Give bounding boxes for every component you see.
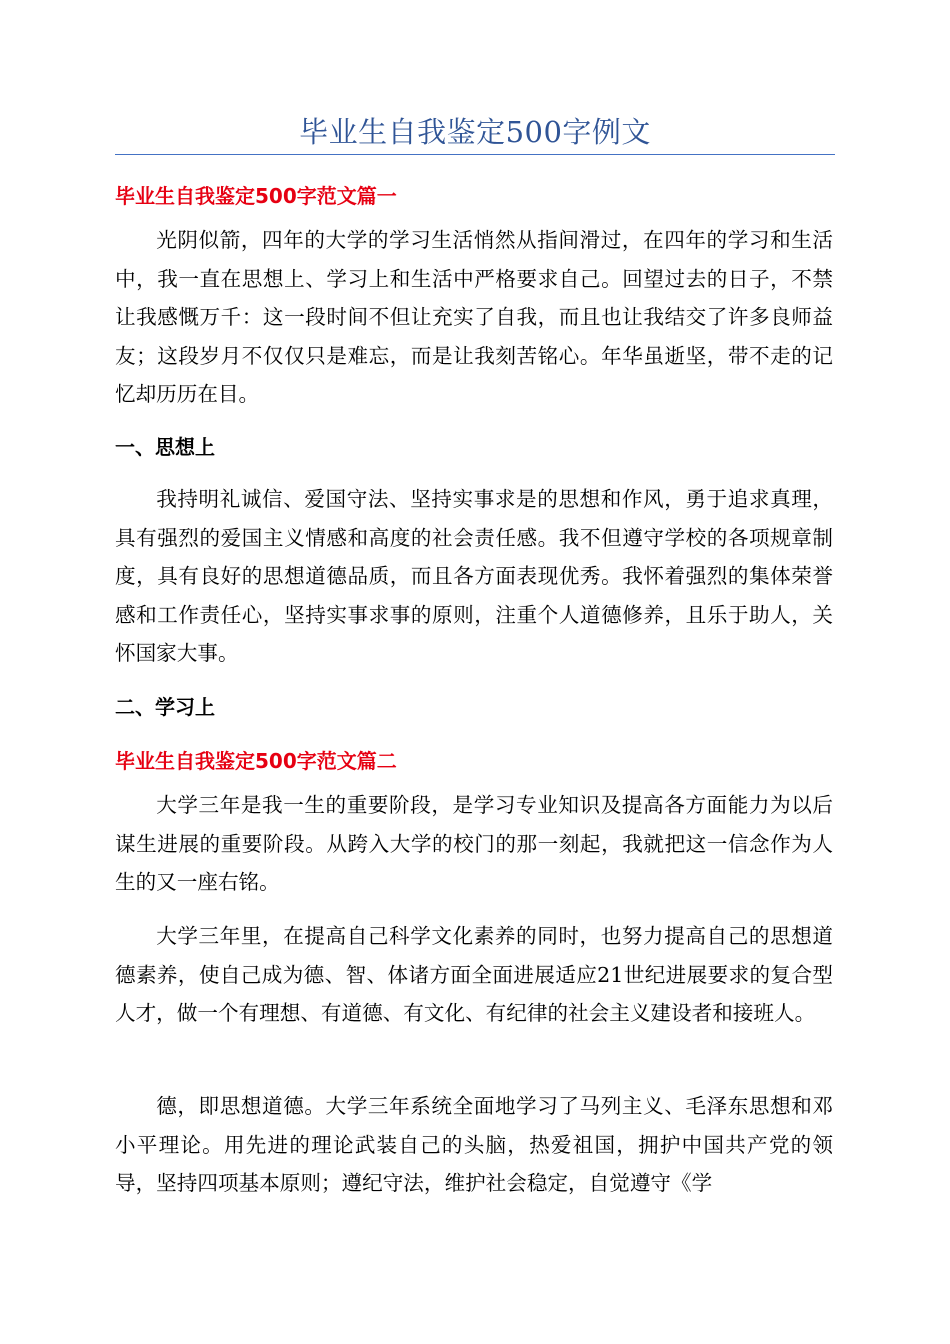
section-heading-part-one: 毕业生自我鉴定500字范文篇一: [115, 184, 397, 208]
paragraph-intro: 光阴似箭，四年的大学的学习生活悄然从指间滑过，在四年的学习和生活中，我一直在思想上、学习上和生活中严格要求自己。回望过去的日子，不禁让我感慨万千：这一段时间不但让充实了自我，而且也让我结交了许多良师益友；这段岁月不仅仅只是难忘，而是让我刻苦铭心。年华虽逝坚，带不走的记忆却历历在目。: [115, 228, 833, 406]
section-heading-part-two: 毕业生自我鉴定500字范文篇二: [115, 749, 397, 773]
paragraph-university-years: 大学三年是我一生的重要阶段，是学习专业知识及提高各方面能力为以后谋生进展的重要阶段。从跨入大学的校门的那一刻起，我就把这一信念作为人生的又一座右铭。: [115, 793, 833, 894]
paragraph-ideology: 我持明礼诚信、爱国守法、坚持实事求是的思想和作风，勇于追求真理，具有强烈的爱国主义情感和高度的社会责任感。我不但遵守学校的各项规章制度，具有良好的思想道德品质，而且各方面表现优秀。我怀着强烈的集体荣誉感和工作责任心，坚持实事求事的原则，注重个人道德修养，且乐于助人，关怀国家大事。: [115, 487, 833, 665]
subheading-study: 二、学习上: [115, 695, 215, 719]
paragraph-self-improvement: 大学三年里，在提高自己科学文化素养的同时，也努力提高自己的思想道德素养，使自己成为德、智、体诸方面全面进展适应21世纪进展要求的复合型人才，做一个有理想、有道德、有文化、有纪律的社会主义建设者和接班人。: [115, 924, 833, 1025]
paragraph-moral-education: 德，即思想道德。大学三年系统全面地学习了马列主义、毛泽东思想和邓小平理论。用先进的理论武装自己的头脑，热爱祖国，拥护中国共产党的领导，坚持四项基本原则；遵纪守法，维护社会稳定，自觉遵守《学: [115, 1094, 833, 1195]
document-title: 毕业生自我鉴定500字例文: [299, 115, 651, 149]
title-underline: [115, 154, 835, 155]
subheading-ideology: 一、思想上: [115, 435, 215, 459]
